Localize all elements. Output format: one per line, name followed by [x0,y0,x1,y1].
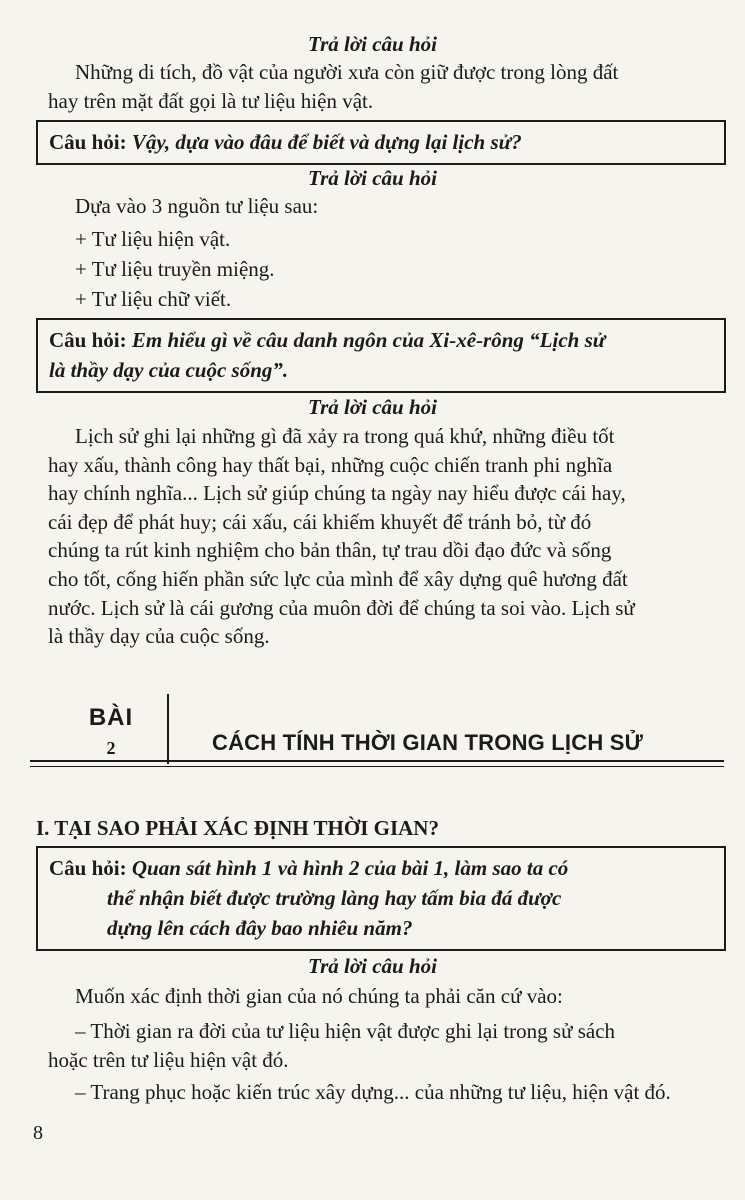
answer-dash-item-1 [48,1017,708,1074]
list-item: + Tư liệu truyền miệng. [75,257,275,281]
text-line: chúng ta rút kinh nghiệm cho bản thân, tự trau dồi đạo đức và sống [48,538,612,563]
lesson-number: 2 [106,738,116,758]
lesson-number-block [66,704,156,759]
answer-heading-2: Trả lời câu hỏi [308,166,437,190]
text-line: – Thời gian ra đời của tư liệu hiện vật được ghi lại trong sử sách [75,1019,616,1043]
text-line: hay xấu, thành công hay thất bại, những cuộc chiến tranh phi nghĩa [48,452,613,477]
question-text-line-3: dựng lên cách đây bao nhiêu năm? [107,916,413,940]
answer-heading-3: Trả lời câu hỏi [308,395,437,419]
question-box-2 [36,318,726,393]
section-title: I. TẠI SAO PHẢI XÁC ĐỊNH THỜI GIAN? [36,816,439,840]
question-text-line-1: Quan sát hình 1 và hình 2 của bài 1, làm sao ta có [131,856,569,880]
text-line: hoặc trên tư liệu hiện vật đó. [48,1047,289,1072]
page-number: 8 [33,1122,43,1144]
question-text-line-2: là thầy dạy của cuộc sống”. [49,358,289,382]
text-line: Lịch sử ghi lại những gì đã xảy ra trong quá khứ, những điều tốt [75,424,615,448]
question-label: Câu hỏi: [49,130,127,154]
text-line: nước. Lịch sử là cái gương của muôn đời để chúng ta soi vào. Lịch sử [48,595,635,620]
answer-paragraph-1 [48,58,708,115]
answer-paragraph-3 [48,422,708,651]
question-text-line-1: Em hiểu gì về câu danh ngôn của Xi-xê-rông “Lịch sử [131,328,606,352]
text-line: là thầy dạy của cuộc sống. [48,624,270,649]
question-box-3 [36,846,726,951]
question-label: Câu hỏi: [49,856,127,880]
text-line: hay trên mặt đất gọi là tư liệu hiện vật. [48,88,374,113]
text-line: hay chính nghĩa... Lịch sử giúp chúng ta ngày nay hiểu được cái hay, [48,481,626,506]
vertical-divider [167,694,169,764]
text-line: cái đẹp để phát huy; cái xấu, cái khiếm khuyết để tránh bỏ, từ đó [48,509,592,534]
answer-intro-2: Dựa vào 3 nguồn tư liệu sau: [75,194,319,218]
list-item: + Tư liệu chữ viết. [75,287,232,311]
answer-intro-4: Muốn xác định thời gian của nó chúng ta phải căn cứ vào: [75,984,563,1008]
horizontal-rule [30,760,724,762]
lesson-title: CÁCH TÍNH THỜI GIAN TRONG LỊCH SỬ [212,730,644,755]
question-text: Vậy, dựa vào đâu để biết và dựng lại lịch sử? [131,130,522,154]
question-label: Câu hỏi: [49,328,127,352]
lesson-header [30,694,724,774]
question-text-line-2: thể nhận biết được trường làng hay tấm bia đá được [107,886,562,910]
text-line: cho tốt, cống hiến phần sức lực của mình để xây dựng quê hương đất [48,566,628,591]
question-box-1 [36,120,726,165]
list-item: + Tư liệu hiện vật. [75,227,231,251]
answer-dash-item-2: – Trang phục hoặc kiến trúc xây dựng... của những tư liệu, hiện vật đó. [75,1080,671,1104]
answer-heading-1: Trả lời câu hỏi [308,32,437,56]
horizontal-rule-thin [30,766,724,767]
answer-heading-4: Trả lời câu hỏi [308,954,437,978]
text-line: Những di tích, đồ vật của người xưa còn giữ được trong lòng đất [75,60,619,84]
lesson-label: BÀI [88,704,134,731]
